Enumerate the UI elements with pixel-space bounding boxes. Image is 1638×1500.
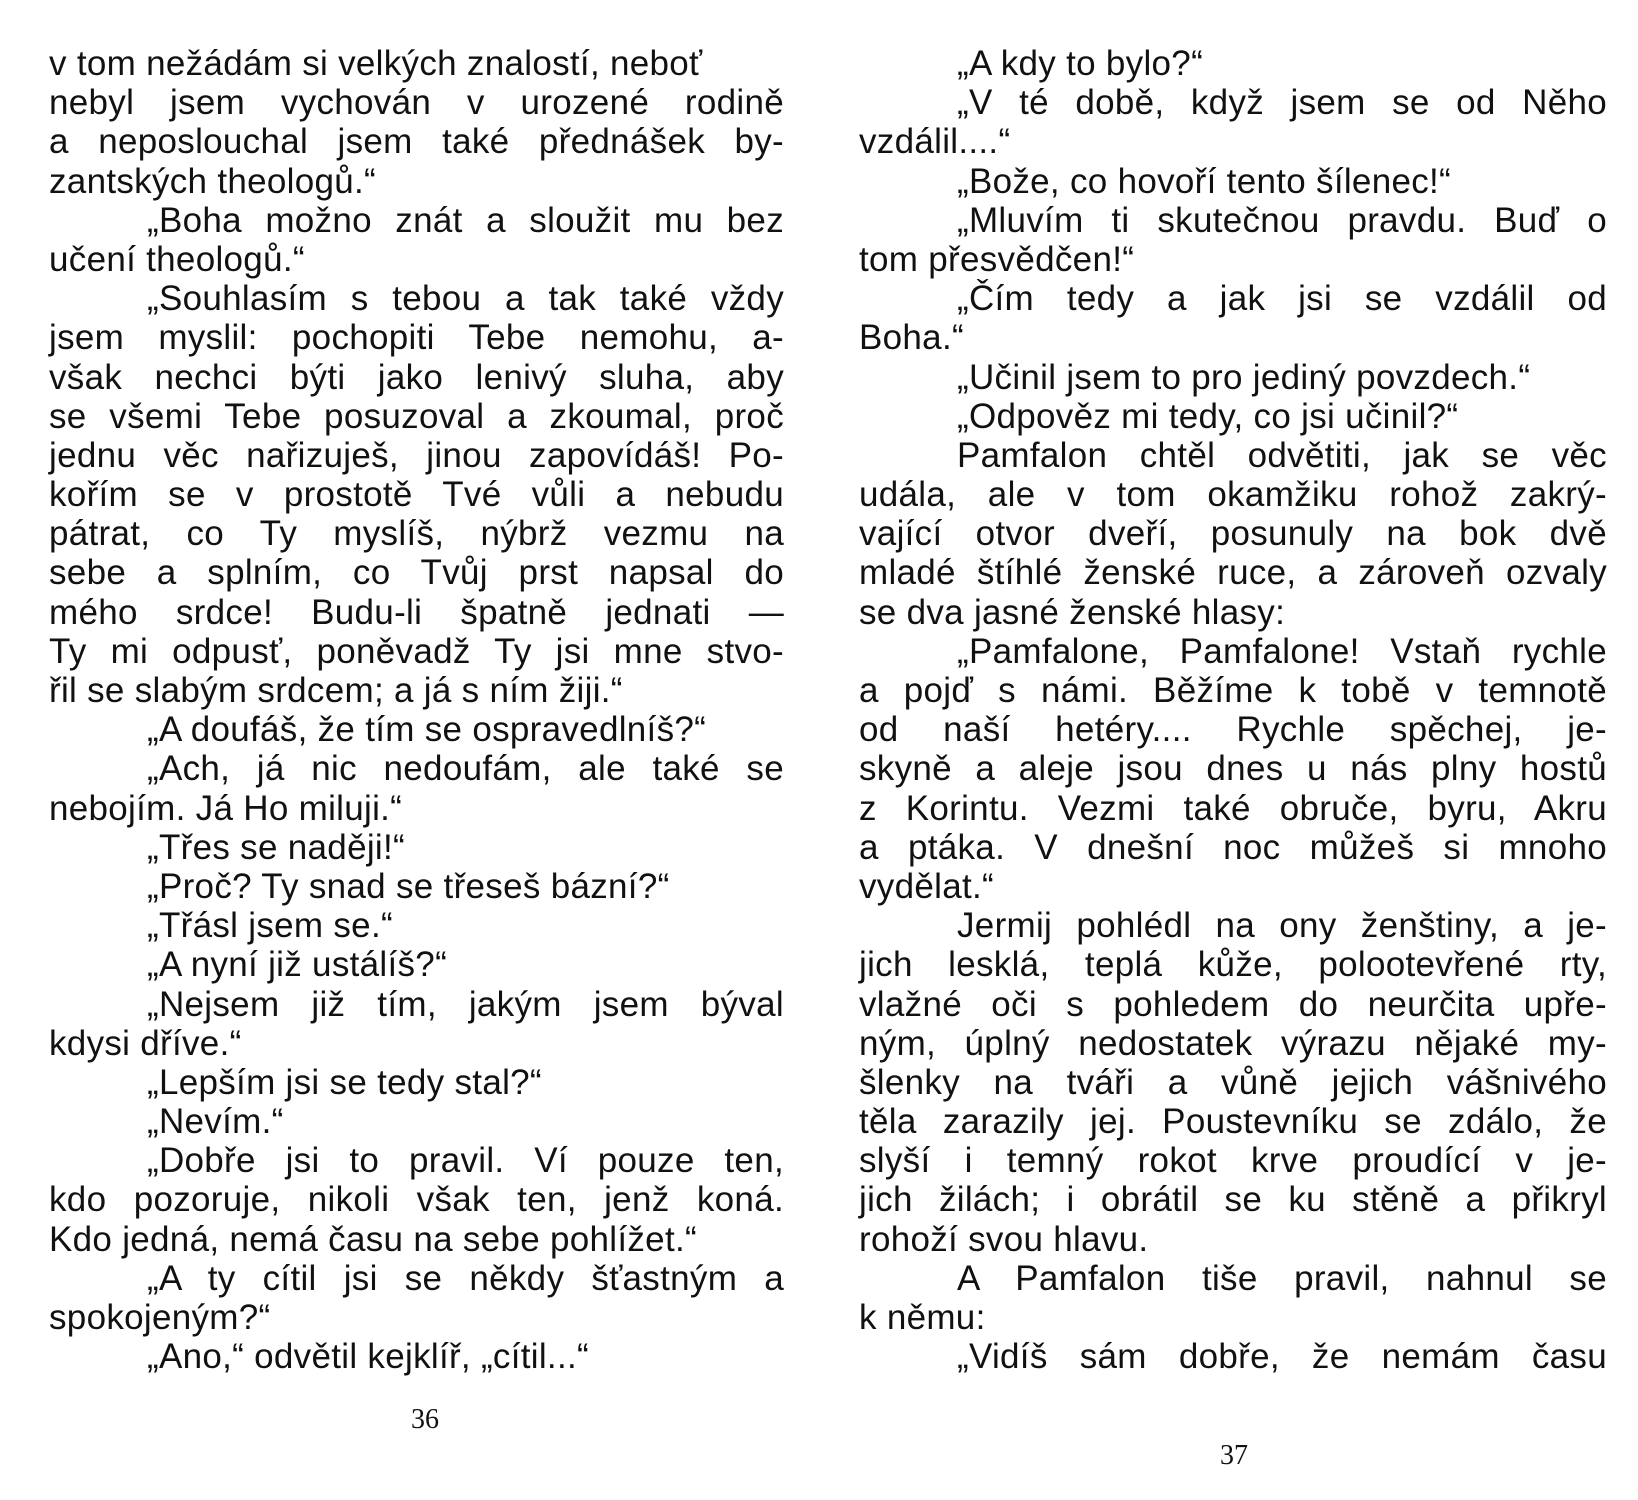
- left-page: [49, 44, 784, 1376]
- text-line: „Mluvím ti skutečnou pravdu. Buď o: [957, 200, 1607, 240]
- text-line: v tom nežádám si velkých znalostí, neboť: [49, 44, 703, 83]
- text-line: nebojím. Já Ho miluji.“: [49, 788, 403, 828]
- text-line: k němu:: [859, 1298, 986, 1337]
- text-line: jich žilách; i obrátil se ku stěně a přikryl: [859, 1180, 1607, 1220]
- text-line: „Pamfalone, Pamfalone! Vstaň rychle: [957, 631, 1607, 671]
- text-line: skyně a aleje jsou dnes u nás plny hostů: [859, 749, 1607, 789]
- text-line: jich lesklá, teplá kůže, polootevřené rty,: [859, 945, 1607, 985]
- text-line: a pojď s námi. Běžíme k tobě v temnotě: [859, 671, 1607, 710]
- text-line: z Korintu. Vezmi také obruče, byru, Akru: [859, 788, 1607, 828]
- text-line: pátrat, co Ty myslíš, nýbrž vezmu na: [49, 514, 784, 554]
- text-line: „Ach, já nic nedoufám, ale také se: [147, 749, 784, 789]
- right-page: [859, 44, 1607, 1376]
- text-line: vající otvor dveří, posunuly na bok dvě: [859, 514, 1607, 554]
- text-line: „Třásl jsem se.“: [147, 906, 393, 946]
- page-number-left: 36: [411, 1404, 439, 1435]
- text-line: nebyl jsem vychován v urozené rodině: [49, 83, 784, 123]
- text-line: „Lepším jsi se tedy stal?“: [147, 1062, 542, 1102]
- text-line: „Nevím.“: [147, 1102, 284, 1142]
- text-line: řil se slabým srdcem; a já s ním žiji.“: [49, 671, 623, 710]
- text-line: A Pamfalon tiše pravil, nahnul se: [957, 1258, 1607, 1298]
- text-line: „Proč? Ty snad se třeseš bázní?“: [147, 866, 670, 906]
- text-line: a ptáka. V dnešní noc můžeš si mnoho: [859, 827, 1607, 867]
- text-line: „A kdy to bylo?“: [957, 44, 1204, 83]
- text-line: sebe a splním, co Tvůj prst napsal do: [49, 553, 784, 593]
- text-line: Jermij pohlédl na ony ženštiny, a je-: [957, 906, 1607, 946]
- text-line: však nechci býti jako lenivý sluha, aby: [49, 357, 784, 397]
- text-line: učení theologů.“: [49, 239, 305, 279]
- text-line: „A ty cítil jsi se někdy šťastným a: [147, 1258, 784, 1298]
- text-line: udála, ale v tom okamžiku rohož zakrý-: [859, 475, 1607, 515]
- text-line: „Třes se naději!“: [147, 827, 405, 867]
- text-line: „Čím tedy a jak jsi se vzdálil od: [957, 279, 1607, 319]
- text-line: a neposlouchal jsem také přednášek by-: [49, 122, 784, 162]
- text-line: vzdálil....“: [859, 122, 1011, 162]
- text-line: „Učinil jsem to pro jediný povzdech.“: [957, 357, 1531, 397]
- text-line: mladé štíhlé ženské ruce, a zároveň ozvaly: [859, 553, 1607, 593]
- text-line: se dva jasné ženské hlasy:: [859, 592, 1286, 632]
- text-line: mého srdce! Budu-li špatně jednati —: [49, 592, 784, 632]
- text-line: „A doufáš, že tím se ospravedlníš?“: [147, 710, 707, 750]
- text-line: jednu věc nařizuješ, jinou zapovídáš! Po-: [49, 435, 784, 475]
- text-line: „Boha možno znát a sloužit mu bez: [147, 200, 784, 240]
- text-line: těla zarazily jej. Poustevníku se zdálo, že: [859, 1102, 1607, 1142]
- text-line: Pamfalon chtěl odvětiti, jak se věc: [957, 435, 1607, 475]
- text-line: od naší hetéry.... Rychle spěchej, je-: [859, 710, 1607, 750]
- text-line: „A nyní již ustálíš?“: [147, 945, 448, 985]
- text-line: Boha.“: [859, 318, 964, 358]
- text-line: „Nejsem již tím, jakým jsem býval: [147, 984, 784, 1024]
- text-line: kdo pozoruje, nikoli však ten, jenž koná.: [49, 1180, 784, 1220]
- text-line: Ty mi odpusť, poněvadž Ty jsi mne stvo-: [49, 631, 784, 671]
- text-line: „Odpověz mi tedy, co jsi učinil?“: [957, 396, 1459, 436]
- text-line: „Dobře jsi to pravil. Ví pouze ten,: [147, 1141, 784, 1181]
- text-line: „Souhlasím s tebou a tak také vždy: [147, 279, 784, 319]
- text-line: se všemi Tebe posuzoval a zkoumal, proč: [49, 396, 784, 436]
- text-line: rohoží svou hlavu.: [859, 1219, 1149, 1259]
- text-line: „Bože, co hovoří tento šílenec!“: [957, 161, 1452, 201]
- page-number-right: 37: [1220, 1440, 1248, 1471]
- text-line: slyší i temný rokot krve proudící v je-: [859, 1141, 1607, 1181]
- text-line: vlažné oči s pohledem do neurčita upře-: [859, 984, 1607, 1024]
- text-line: Kdo jedná, nemá času na sebe pohlížet.“: [49, 1219, 697, 1259]
- text-line: zantských theologů.“: [49, 161, 377, 201]
- text-line: kořím se v prostotě Tvé vůli a nebudu: [49, 475, 784, 515]
- text-line: vydělat.“: [859, 866, 994, 906]
- text-line: „Vidíš sám dobře, že nemám času: [957, 1337, 1607, 1377]
- text-line: tom přesvědčen!“: [859, 239, 1135, 279]
- text-line: jsem myslil: pochopiti Tebe nemohu, a-: [49, 318, 784, 358]
- text-line: šlenky na tváři a vůně jejich vášnivého: [859, 1062, 1607, 1102]
- text-line: ným, úplný nedostatek výrazu nějaké my-: [859, 1023, 1607, 1063]
- text-line: „Ano,“ odvětil kejklíř, „cítil...“: [147, 1337, 589, 1377]
- text-line: spokojeným?“: [49, 1298, 271, 1337]
- text-line: „V té době, když jsem se od Něho: [957, 83, 1607, 123]
- text-line: kdysi dříve.“: [49, 1023, 242, 1063]
